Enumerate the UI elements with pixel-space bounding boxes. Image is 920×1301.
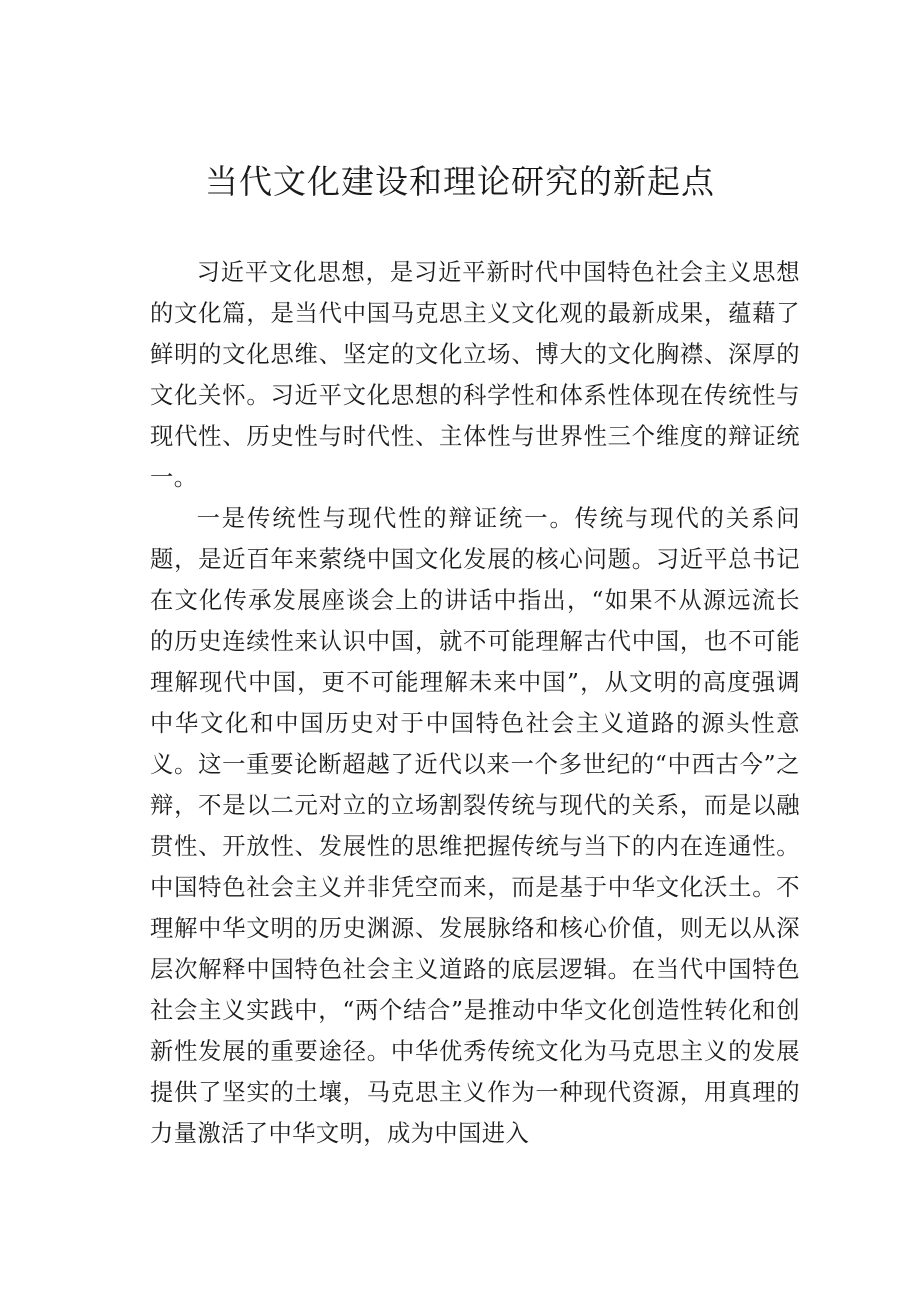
document-title: 当代文化建设和理论研究的新起点 xyxy=(205,162,715,201)
document-body xyxy=(150,252,800,1154)
paragraph-intro: 习近平文化思想，是习近平新时代中国特色社会主义思想的文化篇，是当代中国马克思主义文化观的最新成果，蕴藉了鲜明的文化思维、坚定的文化立场、博大的文化胸襟、深厚的文化关怀。习近平文化思想的科学性和体系性体现在传统性与现代性、历史性与时代性、主体性与世界性三个维度的辩证统一。 xyxy=(150,259,800,491)
paragraph-tradition-modernity: 一是传统性与现代性的辩证统一。传统与现代的关系问题，是近百年来萦绕中国文化发展的核心问题。习近平总书记在文化传承发展座谈会上的讲话中指出，“如果不从源远流长的历史连续性来认识中国，就不可能理解古代中国，也不可能理解现代中国，更不可能理解未来中国”，从文明的高度强调中华文化和中国历史对于中国特色社会主义道路的源头性意义。这一重要论断超越了近代以来一个多世纪的“中西古今”之辩，不是以二元对立的立场割裂传统与现代的关系，而是以融贯性、开放性、发展性的思维把握传统与当下的内在连通性。中国特色社会主义并非凭空而来，而是基于中华文化沃土。不理解中华文明的历史渊源、发展脉络和核心价值，则无以从深层次解释中国特色社会主义道路的底层逻辑。在当代中国特色社会主义实践中，“两个结合”是推动中华文化创造性转化和创新性发展的重要途径。中华优秀传统文化为马克思主义的发展提供了坚实的土壤，马克思主义作为一种现代资源，用真理的力量激活了中华文明，成为中国进入 xyxy=(150,505,800,1147)
